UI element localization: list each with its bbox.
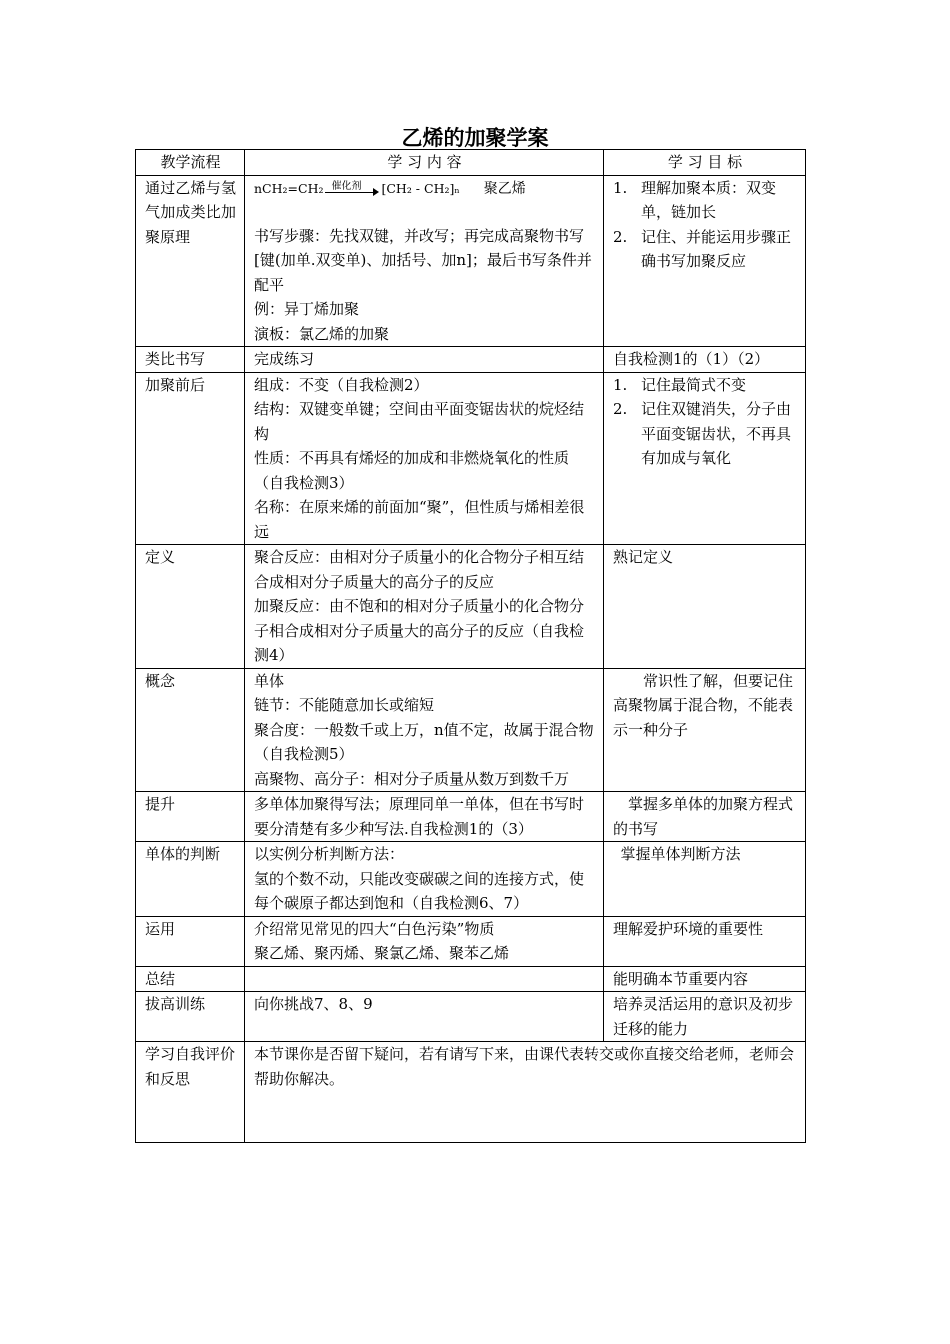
content-line: 链节：不能随意加长或缩短: [254, 696, 435, 714]
table-row: [136, 668, 806, 792]
catalyst-label: 催化剂: [331, 180, 362, 192]
goal-cell: 能明确本节重要内容: [604, 966, 806, 992]
product: [CH₂ - CH₂]ₙ: [381, 181, 460, 197]
content-line: 单体: [254, 671, 285, 690]
content-cell: [245, 175, 604, 347]
table-row: [136, 966, 806, 992]
goal-item: 2. 记住、并能运用步骤正确书写加聚反应: [613, 227, 792, 270]
table-row: [136, 175, 806, 347]
content-line: 高聚物、高分子：相对分子质量从数万到数千万: [254, 769, 570, 788]
stage-cell: 概念: [136, 668, 245, 792]
reflection-cell: 本节课你是否留下疑问，若有请写下来，由课代表转交或你直接交给老师，老师会帮助你解决。: [245, 1042, 806, 1143]
content-cell: [245, 842, 604, 917]
header-content: 学 习 内 容: [245, 150, 604, 176]
content-line: 演板：氯乙烯的加聚: [254, 324, 390, 343]
header-goals: 学 习 目 标: [604, 150, 806, 176]
stage-cell: 运用: [136, 916, 245, 966]
table-row: [136, 347, 806, 373]
stage-cell: 定义: [136, 545, 245, 669]
stage-cell: 拔高训练: [136, 992, 245, 1042]
stage-cell: 学习自我评价和反思: [136, 1042, 245, 1143]
table-row: [136, 916, 806, 966]
content-line: 聚合度：一般数千或上万，n值不定，故属于混合物（自我检测5）: [254, 720, 594, 763]
header-stage: 教学流程: [136, 150, 245, 176]
content-cell: 多单体加聚得写法；原理同单一单体，但在书写时要分清楚有多少种写法.自我检测1的（3）: [245, 792, 604, 842]
goal-cell: 熟记定义: [604, 545, 806, 669]
content-cell: [245, 545, 604, 669]
content-line: 例：异丁烯加聚: [254, 300, 360, 318]
product-name: 聚乙烯: [483, 181, 526, 198]
stage-cell: 提升: [136, 792, 245, 842]
stage-cell: 加聚前后: [136, 372, 245, 545]
goal-cell: 自我检测1的（1）（2）: [604, 347, 806, 373]
table-header-row: [136, 150, 806, 176]
table-row: [136, 792, 806, 842]
goal-cell: 掌握多单体的加聚方程式的书写: [604, 792, 806, 842]
page-title: 乙烯的加聚学案: [401, 126, 549, 150]
content-cell: [245, 916, 604, 966]
content-line: 性质：不再具有烯烃的加成和非燃烧氧化的性质（自我检测3）: [254, 449, 570, 492]
table-row: [136, 545, 806, 669]
content-cell: [245, 668, 604, 792]
content-cell: 完成练习: [245, 347, 604, 373]
stage-cell: 总结: [136, 966, 245, 992]
content-line: 以实例分析判断方法：: [254, 845, 405, 863]
content-line: 聚合反应：由相对分子质量小的化合物分子相互结合成相对分子质量大的高分子的反应: [254, 548, 585, 591]
goal-cell: 理解爱护环境的重要性: [604, 916, 806, 966]
table-row: [136, 992, 806, 1042]
table-row: [136, 1042, 806, 1143]
content-line: 介绍常见常见的四大“白色污染”物质: [254, 919, 495, 938]
reactant: nCH₂=CH₂: [254, 181, 324, 197]
goal-item: 1. 记住最简式不变: [613, 375, 747, 394]
content-line: 加聚反应：由不饱和的相对分子质量小的化合物分子相合成相对分子质量大的高分子的反应（自我检测4）: [254, 597, 585, 664]
content-cell: 向你挑战7、8、9: [245, 992, 604, 1042]
stage-cell: 单体的判断: [136, 842, 245, 917]
content-line: 组成：不变（自我检测2）: [254, 375, 429, 394]
goal-cell: [604, 372, 806, 545]
goal-cell: 常识性了解，但要记住高聚物属于混合物，不能表示一种分子: [604, 668, 806, 792]
stage-cell: 类比书写: [136, 347, 245, 373]
reaction-arrow-icon: [325, 180, 379, 197]
content-cell: [245, 372, 604, 545]
goal-cell: 掌握单体判断方法: [604, 842, 806, 917]
content-cell: [245, 966, 604, 992]
content-line: 氢的个数不动，只能改变碳碳之间的连接方式，使每个碳原子都达到饱和（自我检测6、7）: [254, 869, 585, 912]
table-row: [136, 842, 806, 917]
content-line: 聚乙烯、聚丙烯、聚氯乙烯、聚苯乙烯: [254, 944, 510, 962]
polymerization-equation: [254, 176, 595, 204]
goal-cell: 培养灵活运用的意识及初步迁移的能力: [604, 992, 806, 1042]
stage-cell: 通过乙烯与氢气加成类比加聚原理: [136, 175, 245, 347]
goal-cell: [604, 175, 806, 347]
goal-item: 1. 理解加聚本质：双变单，链加长: [613, 178, 777, 221]
content-line: 结构：双键变单键；空间由平面变锯齿状的烷烃结构: [254, 400, 585, 443]
goal-item: 2. 记住双键消失，分子由平面变锯齿状，不再具有加成与氧化: [613, 400, 792, 467]
table-row: [136, 372, 806, 545]
lesson-plan-table: [135, 149, 806, 1143]
content-line: 书写步骤：先找双键，并改写；再完成高聚物书写[键(加单.双变单)、加括号、加n]；最后书写条件并配平: [254, 226, 592, 294]
content-line: 名称：在原来烯的前面加“聚”，但性质与烯相差很远: [254, 498, 585, 541]
